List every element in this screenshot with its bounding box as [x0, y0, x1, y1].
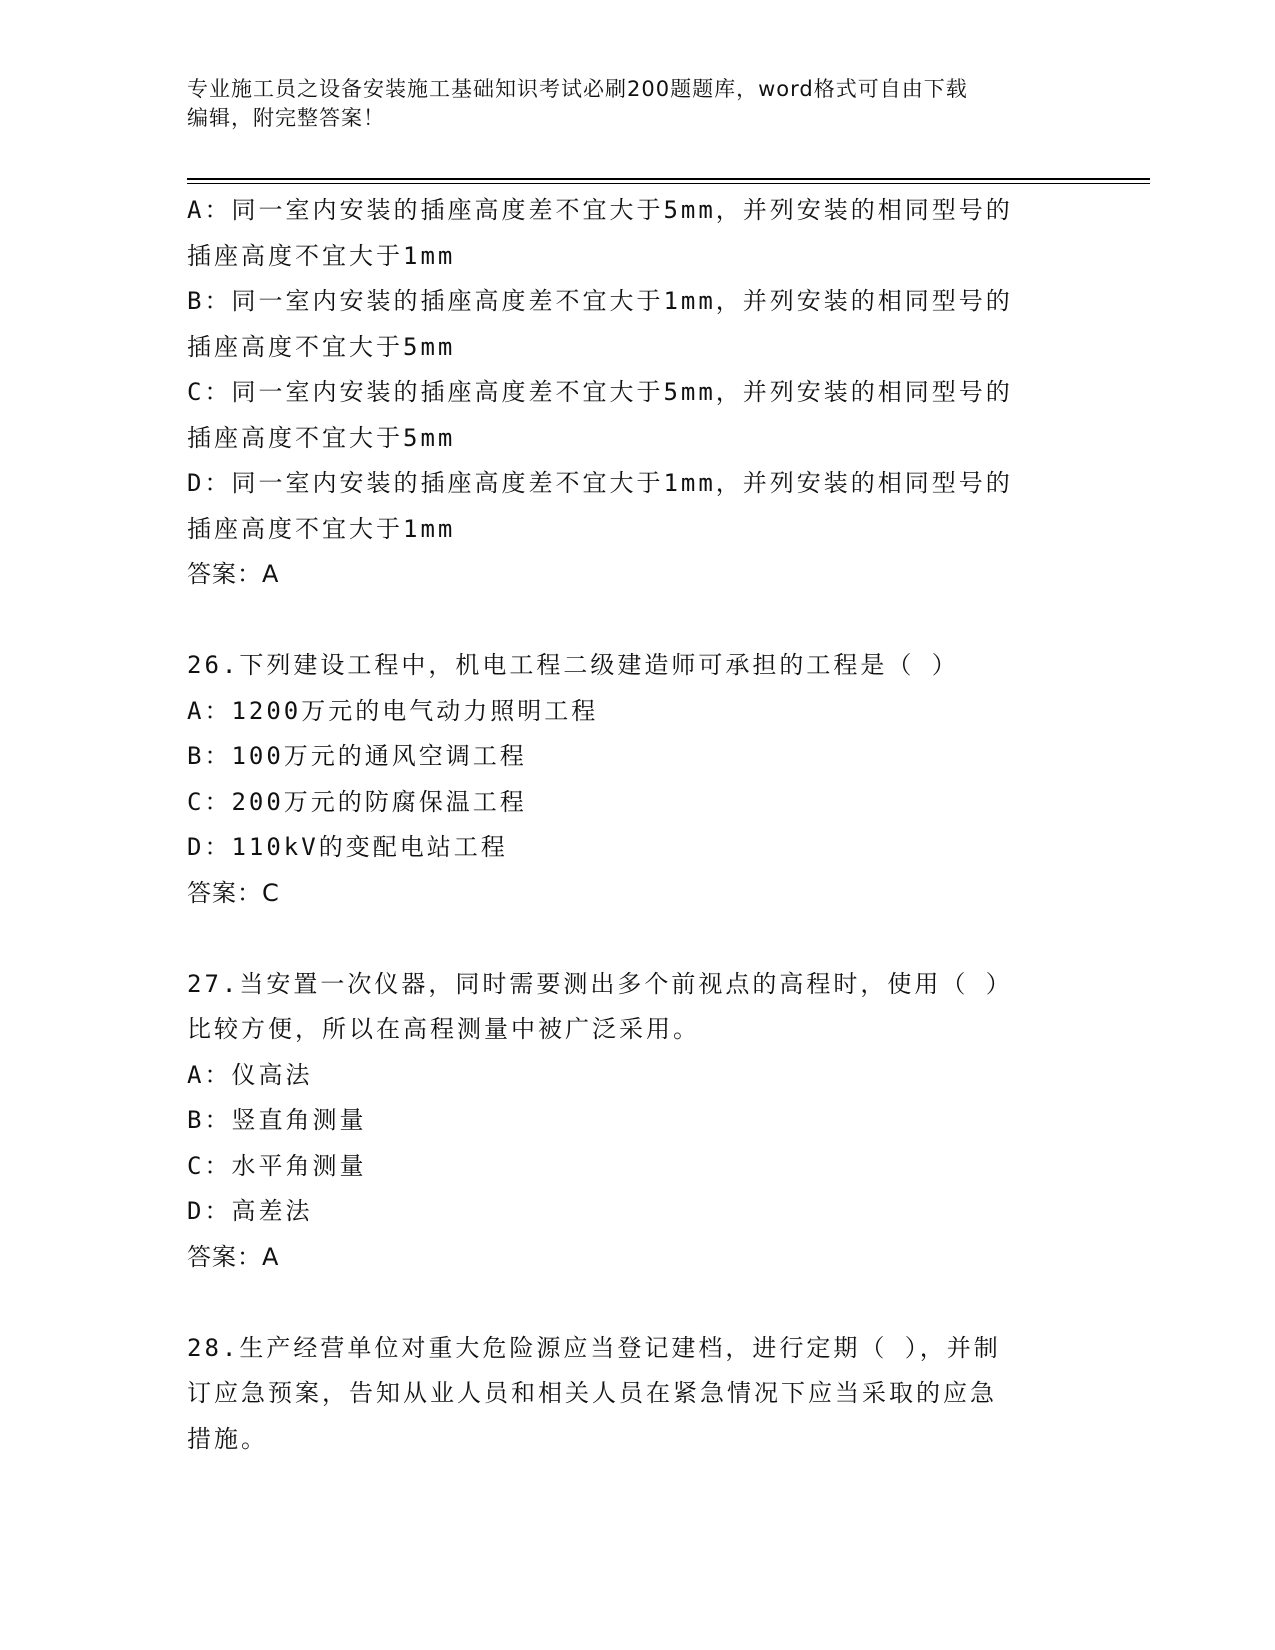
q27-question-line-2: 比较方便，所以在高程测量中被广泛采用。 — [187, 1015, 700, 1043]
header-title-line-2: 编辑，附完整答案！ — [187, 106, 385, 130]
q28-question-line-2: 订应急预案，告知从业人员和相关人员在紧急情况下应当采取的应急 — [187, 1379, 997, 1407]
q25-option-a-line-2: 插座高度不宜大于1mm — [187, 241, 456, 270]
question-27-block — [187, 962, 1087, 1281]
q26-option-b: B：100万元的通风空调工程 — [187, 742, 527, 770]
q26-option-c: C：200万元的防腐保温工程 — [187, 787, 527, 816]
q27-option-c: C：水平角测量 — [187, 1151, 367, 1180]
q28-question-line-1: 28.生产经营单位对重大危险源应当登记建档，进行定期（ ），并制 — [187, 1333, 1001, 1362]
q26-option-a: A：1200万元的电气动力照明工程 — [187, 696, 599, 725]
spacer — [187, 598, 1087, 644]
q27-question-line-1: 27.当安置一次仪器，同时需要测出多个前视点的高程时，使用（ ） — [187, 969, 1013, 998]
header-title-line-1: 专业施工员之设备安装施工基础知识考试必刷200题题库，word格式可自由下载 — [187, 77, 968, 101]
q27-option-a: A：仪高法 — [187, 1060, 313, 1089]
question-25-block — [187, 188, 1087, 598]
q25-option-d-line-2: 插座高度不宜大于1mm — [187, 514, 456, 543]
q25-option-d-line-1: D：同一室内安装的插座高度差不宜大于1mm，并列安装的相同型号的 — [187, 469, 1013, 497]
header-divider-thick — [187, 178, 1150, 180]
q26-question: 26.下列建设工程中，机电工程二级建造师可承担的工程是（ ） — [187, 651, 959, 679]
q25-option-b-line-1: B：同一室内安装的插座高度差不宜大于1mm，并列安装的相同型号的 — [187, 287, 1013, 315]
q27-answer: 答案：A — [187, 1242, 280, 1271]
q25-answer: 答案：A — [187, 560, 280, 588]
q25-option-b-line-2: 插座高度不宜大于5mm — [187, 332, 456, 361]
header-divider-thin — [187, 183, 1150, 184]
q25-option-c-line-2: 插座高度不宜大于5mm — [187, 423, 456, 452]
q28-question-line-3: 措施。 — [187, 1424, 268, 1453]
question-28-block — [187, 1326, 1087, 1463]
document-header — [187, 75, 1067, 133]
q27-option-d: D：高差法 — [187, 1197, 313, 1225]
q26-answer: 答案：C — [187, 878, 280, 907]
q25-option-c-line-1: C：同一室内安装的插座高度差不宜大于5mm，并列安装的相同型号的 — [187, 378, 1013, 406]
q26-option-d: D：110kV的变配电站工程 — [187, 833, 508, 861]
spacer — [187, 1280, 1087, 1326]
spacer — [187, 916, 1087, 962]
q27-option-b: B：竖直角测量 — [187, 1106, 367, 1134]
q25-option-a-line-1: A：同一室内安装的插座高度差不宜大于5mm，并列安装的相同型号的 — [187, 196, 1013, 224]
question-content — [187, 188, 1087, 1462]
question-26-block — [187, 643, 1087, 916]
